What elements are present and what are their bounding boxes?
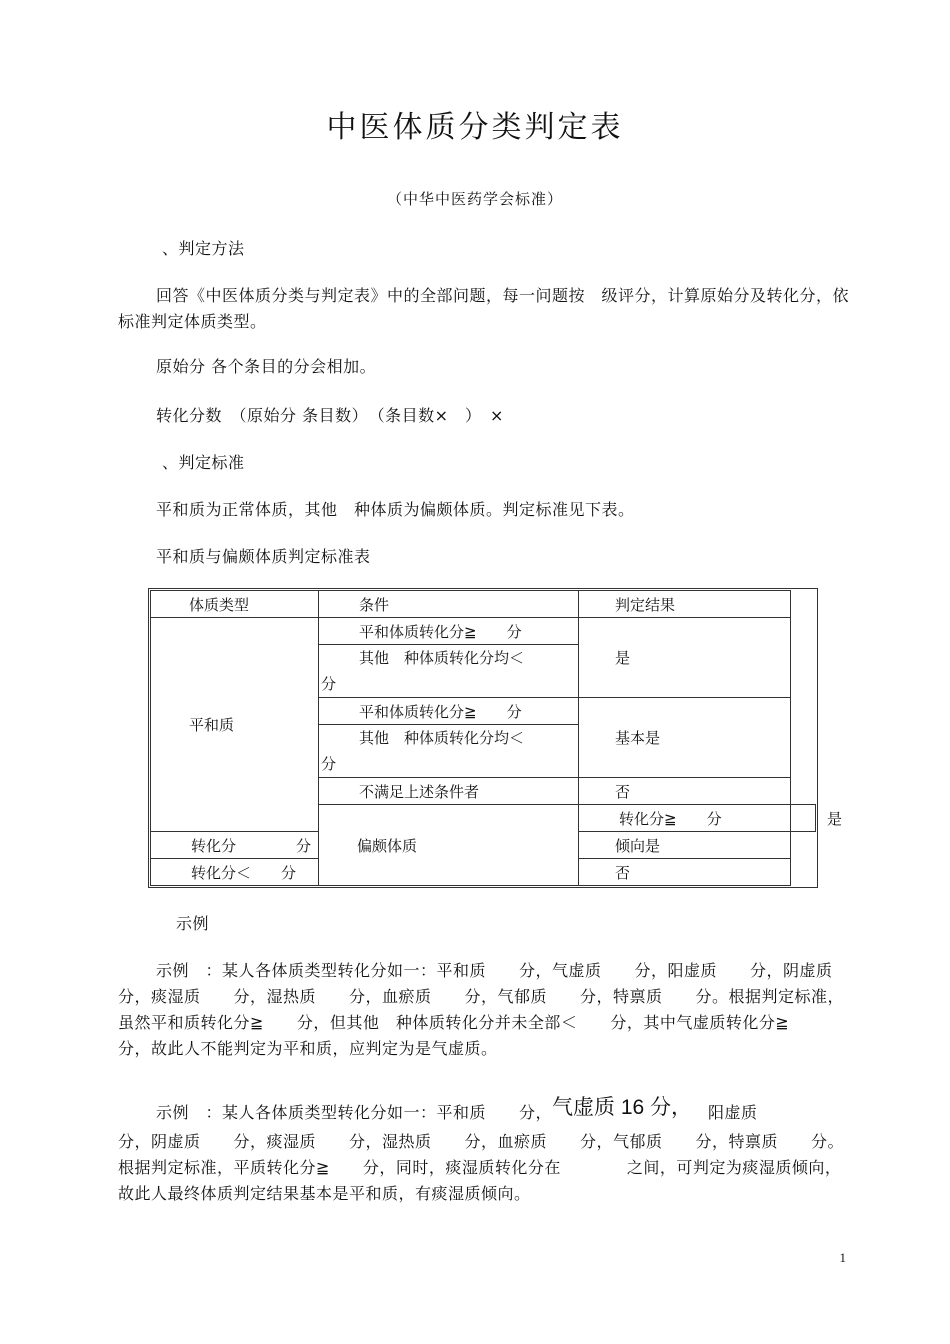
example-2-first-line (156, 1095, 758, 1125)
header-condition: 条件 (319, 591, 579, 618)
table-header-row (151, 591, 816, 618)
pinghe-g1-cond2-line1: 其他 种体质转化分均＜ (359, 649, 525, 667)
pianpo-cond-3: 转化分＜ 分 (151, 859, 319, 886)
section-heading-standard: 、判定标准 (162, 453, 245, 472)
standard-paragraph: 平和质为正常体质，其他 种体质为偏颇体质。判定标准见下表。 (156, 500, 635, 519)
pianpo-cond-2: 转化分 分 (151, 832, 319, 859)
table-row (151, 618, 816, 645)
example-2-paragraph: 分，阴虚质 分，痰湿质 分，湿热质 分，血瘀质 分，气郁质 分，特禀质 分。根据判定标准，平质转化分≧ 分，同时，痰湿质转化分在 之间，可判定为痰湿质倾向，故此人最终体质判定结果基本是平和质，有痰湿质倾向。 (118, 1132, 845, 1203)
example-2-start: 示例 ：某人各体质类型转化分如一：平和质 分， (156, 1103, 553, 1122)
method-paragraph: 回答《中医体质分类与判定表》中的全部问题，每一问题按 级评分，计算原始分及转化分，依标准判定体质类型。 (118, 286, 850, 331)
pianpo-result-3: 否 (579, 859, 791, 886)
raw-score-text: 原始分 各个条目的分会相加。 (156, 357, 377, 376)
pinghe-g2-cond2-line2: 分 (321, 755, 337, 773)
pinghe-g2-cond2-line1: 其他 种体质转化分均＜ (359, 729, 525, 747)
pinghe-g2-cond2 (319, 725, 579, 778)
example-1-paragraph: 示例 ：某人各体质类型转化分如一：平和质 分，气虚质 分，阳虚质 分，阴虚质 分，痰湿质 分，湿热质 分，血瘀质 分，气郁质 分，特禀质 分。根据判定标准，虽然平和质转化分≧ 分，但其他 种体质转化分并未全部＜ 分，其中气虚质转化分≧ 分，故此人不能判定为平和质，应判定为是气虚质。 (118, 961, 866, 1058)
page-number: 1 (839, 1250, 846, 1265)
pinghe-g2-cond1: 平和体质转化分≧ 分 (319, 698, 579, 725)
criteria-table (150, 590, 843, 886)
pianpo-type-cell: 偏颇体质 (319, 805, 579, 886)
pinghe-g1-result: 是 (579, 618, 791, 698)
header-result: 判定结果 (579, 591, 791, 618)
section-heading-method: 、判定方法 (162, 239, 245, 258)
pinghe-g1-cond2 (319, 645, 579, 698)
header-type: 体质类型 (151, 591, 319, 618)
pinghe-g1-cond2-line2: 分 (321, 675, 337, 693)
converted-score-formula: 转化分数 （原始分 条目数） （条目数× ） × (156, 406, 504, 425)
pinghe-g3-result: 否 (579, 778, 791, 805)
page-title: 中医体质分类判定表 (326, 110, 624, 145)
pianpo-result-2: 倾向是 (579, 832, 791, 859)
page-subtitle: （中华中医药学会标准） (386, 190, 563, 208)
pinghe-g3-cond: 不满足上述条件者 (319, 778, 579, 805)
example-heading: 示例 (176, 914, 210, 933)
pianpo-cond-1: 转化分≧ 分 (579, 805, 791, 832)
pinghe-type-cell: 平和质 (151, 618, 319, 832)
pinghe-g1-cond1: 平和体质转化分≧ 分 (319, 618, 579, 645)
example-2-highlight: 气虚质 16 分， (552, 1096, 693, 1119)
pianpo-result-1: 是 (791, 805, 816, 832)
pinghe-g2-result: 基本是 (579, 698, 791, 778)
example-2-after: 阳虚质 (708, 1103, 758, 1122)
table-caption: 平和质与偏颇体质判定标准表 (156, 547, 371, 566)
